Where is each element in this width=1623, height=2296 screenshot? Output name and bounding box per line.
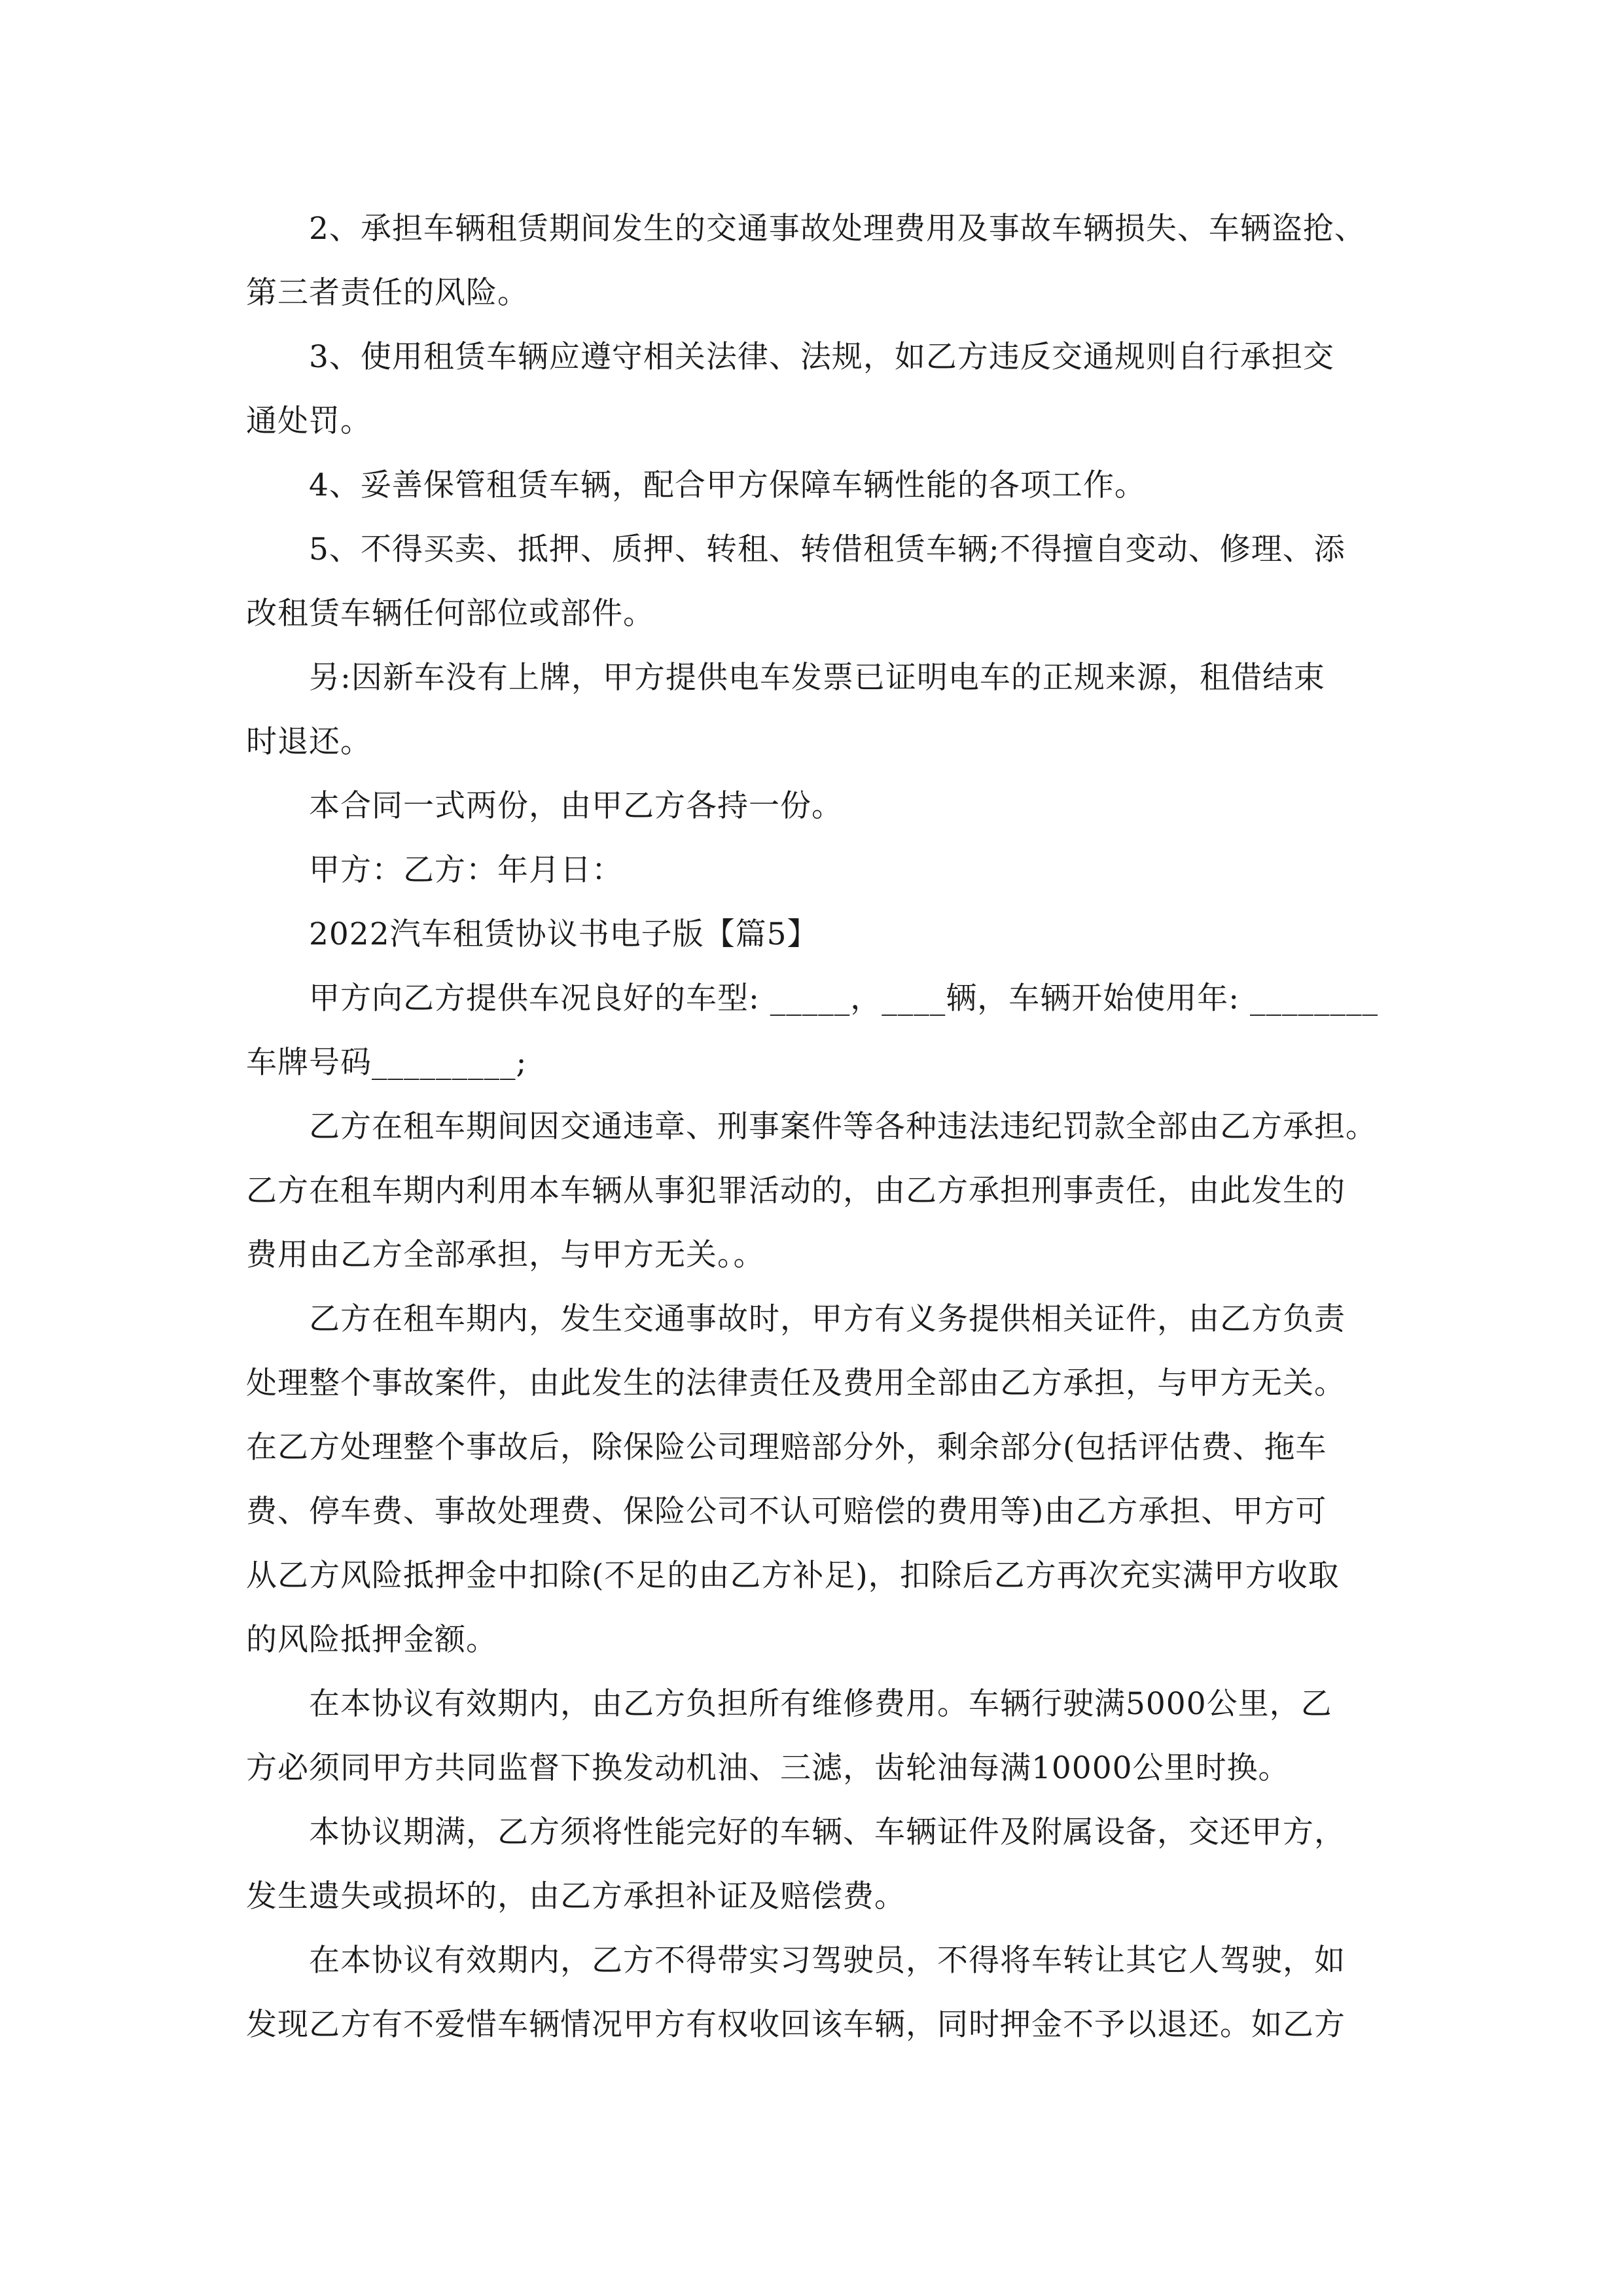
text-line: 改租赁车辆任何部位或部件。 <box>246 596 654 632</box>
text-line: 乙方在租车期内，发生交通事故时，甲方有义务提供相关证件，由乙方负责 <box>309 1301 1346 1337</box>
text-line: 在本协议有效期内，由乙方负担所有维修费用。车辆行驶满5000公里，乙 <box>309 1686 1332 1722</box>
text-line: 5、不得买卖、抵押、质押、转租、转借租赁车辆;不得擅自变动、修理、添 <box>309 531 1346 567</box>
text-line: 费用由乙方全部承担，与甲方无关。。 <box>246 1237 765 1273</box>
text-line: 另:因新车没有上牌，甲方提供电车发票已证明电车的正规来源，租借结束 <box>309 660 1325 696</box>
section-heading: 2022汽车租赁协议书电子版【篇5】 <box>309 916 819 952</box>
text-line: 本协议期满，乙方须将性能完好的车辆、车辆证件及附属设备，交还甲方， <box>309 1814 1346 1850</box>
text-line: 第三者责任的风险。 <box>246 275 529 311</box>
text-line: 从乙方风险抵押金中扣除(不足的由乙方补足)，扣除后乙方再次充实满甲方收取 <box>246 1558 1340 1594</box>
text-line: 甲方：乙方：年月日： <box>309 852 623 888</box>
text-line: 4、妥善保管租赁车辆，配合甲方保障车辆性能的各项工作。 <box>309 467 1146 503</box>
text-line: 通处罚。 <box>246 403 372 439</box>
text-line: 发现乙方有不爱惜车辆情况甲方有权收回该车辆，同时押金不予以退还。如乙方 <box>246 2007 1346 2043</box>
text-line: 3、使用租赁车辆应遵守相关法律、法规，如乙方违反交通规则自行承担交 <box>309 339 1334 375</box>
text-line: 方必须同甲方共同监督下换发动机油、三滤，齿轮油每满10000公里时换。 <box>246 1750 1290 1786</box>
text-line: 发生遗失或损坏的，由乙方承担补证及赔偿费。 <box>246 1878 906 1914</box>
text-line: 车牌号码_________; <box>246 1045 527 1081</box>
text-line: 的风险抵押金额。 <box>246 1622 497 1658</box>
text-line: 本合同一式两份，由甲乙方各持一份。 <box>309 788 843 824</box>
text-line: 甲方向乙方提供车况良好的车型: _____，____辆，车辆开始使用年: ________ <box>309 980 1379 1016</box>
text-line: 在乙方处理整个事故后，除保险公司理赔部分外，剩余部分(包括评估费、拖车 <box>246 1429 1327 1465</box>
text-line: 乙方在租车期内利用本车辆从事犯罪活动的，由乙方承担刑事责任，由此发生的 <box>246 1173 1346 1209</box>
text-line: 处理整个事故案件，由此发生的法律责任及费用全部由乙方承担，与甲方无关。 <box>246 1365 1346 1401</box>
text-line: 时退还。 <box>246 724 372 760</box>
text-line: 乙方在租车期间因交通违章、刑事案件等各种违法违纪罚款全部由乙方承担。 <box>309 1109 1377 1145</box>
text-line: 费、停车费、事故处理费、保险公司不认可赔偿的费用等)由乙方承担、甲方可 <box>246 1494 1327 1530</box>
text-line: 在本协议有效期内，乙方不得带实习驾驶员，不得将车转让其它人驾驶，如 <box>309 1943 1346 1979</box>
text-line: 2、承担车辆租赁期间发生的交通事故处理费用及事故车辆损失、车辆盗抢、 <box>309 211 1366 247</box>
